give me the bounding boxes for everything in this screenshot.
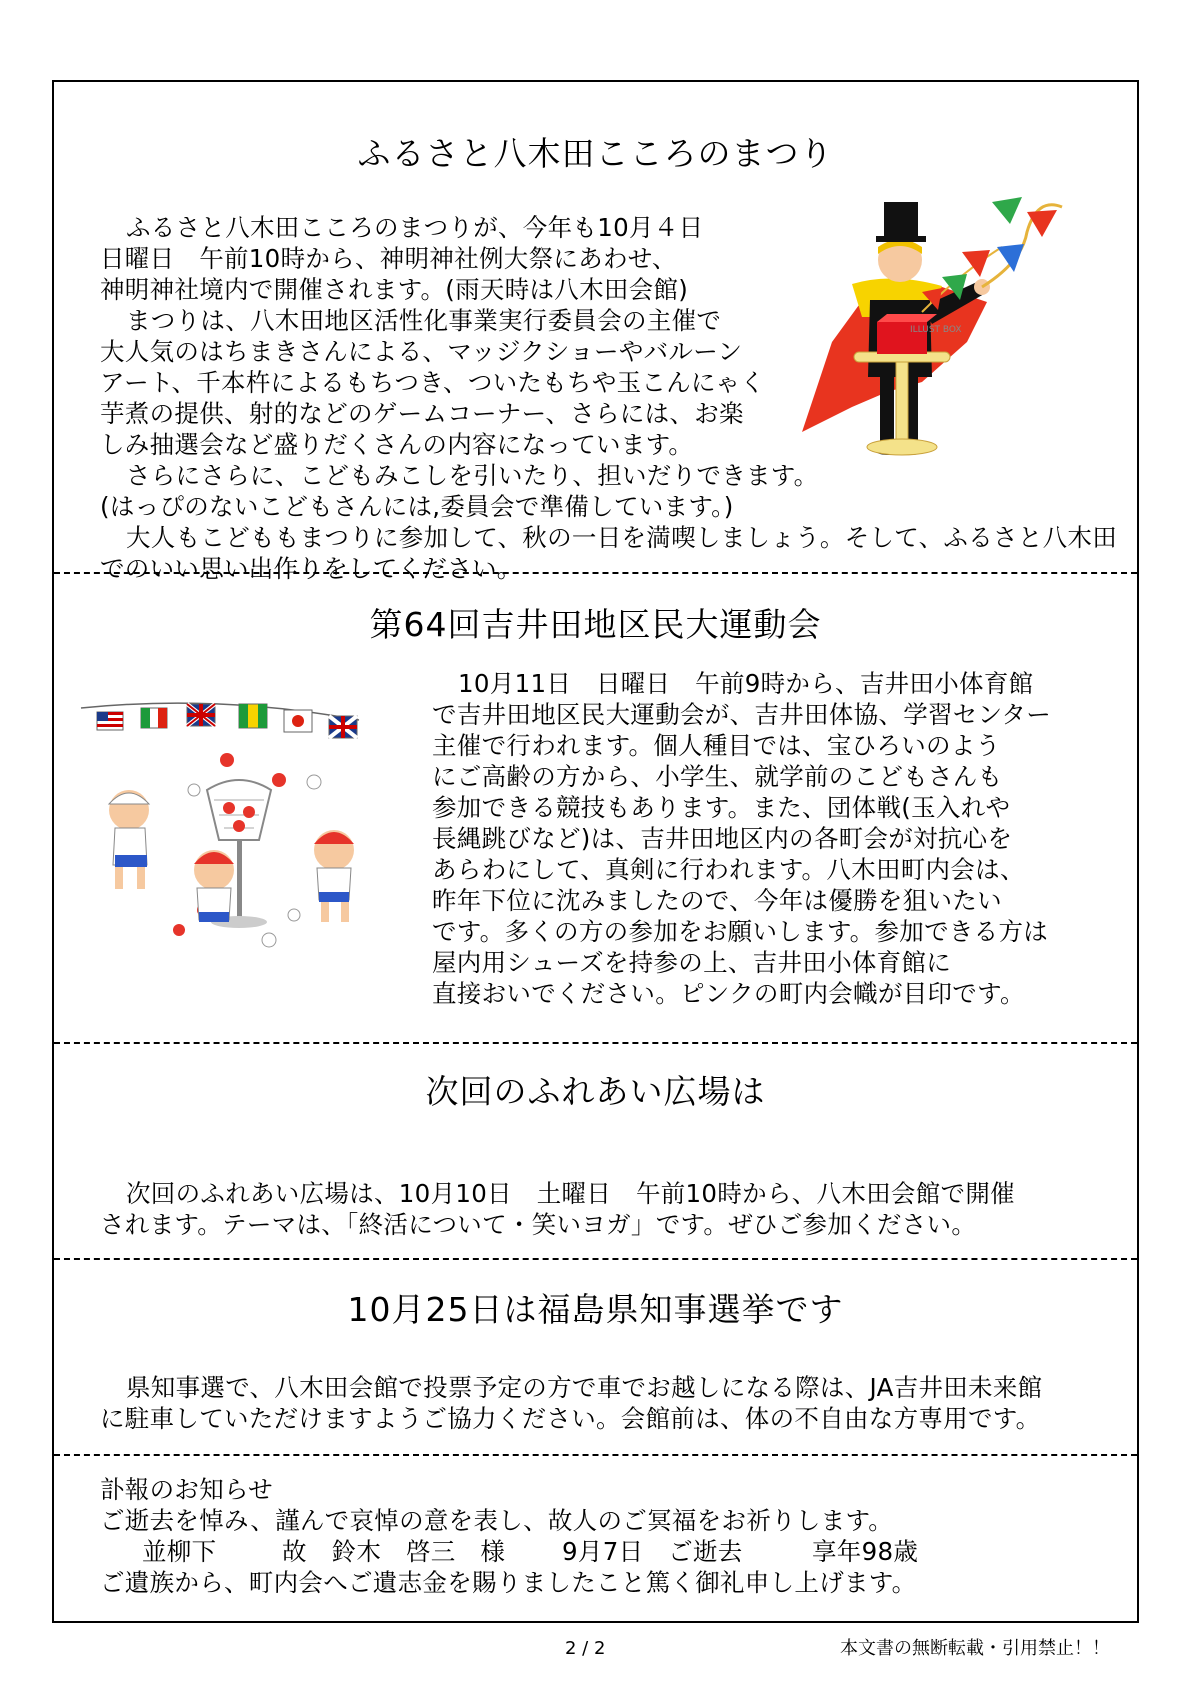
undokai-line: 直接おいでください。ピンクの町内会幟が目印です。 — [432, 979, 1025, 1008]
senkyo-line: に駐車していただけますようご協力ください。会館前は、体の不自由な方専用です。 — [100, 1404, 1041, 1433]
illust-box-watermark: ILLUST BOX — [910, 325, 962, 335]
section-divider — [54, 572, 1137, 574]
fuho-line: ご逝去を悼み、謹んで哀悼の意を表し、故人のご冥福をお祈りします。 — [100, 1506, 894, 1535]
section-divider — [54, 1454, 1137, 1456]
fuho-line: ご遺族から、町内会へご遺志金を賜りましたこと篤く御礼申し上げます。 — [100, 1568, 917, 1597]
senkyo-title: 10月25日は福島県知事選挙です — [347, 1290, 844, 1329]
sports-day-illustration — [79, 700, 379, 970]
matsuri-line: まつりは、八木田地区活性化事業実行委員会の主催で — [126, 306, 722, 335]
document-frame — [52, 80, 1139, 1623]
fuho-age: 享年98歳 — [812, 1537, 919, 1566]
undokai-line: 10月11日 日曜日 午前9時から、吉井田小体育館 — [458, 669, 1034, 698]
page-number: 2 / 2 — [565, 1638, 606, 1659]
magician-illustration — [792, 192, 1122, 477]
fureai-line: 次回のふれあい広場は、10月10日 土曜日 午前10時から、八木田会館で開催 — [126, 1179, 1015, 1208]
matsuri-title: ふるさと八木田こころのまつり — [357, 134, 834, 173]
undokai-line: 昨年下位に沈みましたので、今年は優勝を狙いたい — [432, 886, 1002, 915]
senkyo-line: 県知事選で、八木田会館で投票予定の方で車でお越しになる際は、JA吉井田未来館 — [126, 1373, 1043, 1402]
matsuri-line: 大人もこどももまつりに参加して、秋の一日を満喫しましょう。そして、ふるさと八木田 — [126, 523, 1118, 552]
matsuri-line: 芋煮の提供、射的などのゲームコーナー、さらには、お楽 — [100, 399, 744, 428]
fuho-date: 9月7日 ご逝去 — [562, 1537, 743, 1566]
fuho-name: 故 鈴木 啓三 様 — [282, 1537, 506, 1566]
matsuri-line: ふるさと八木田こころのまつりが、今年も10月４日 — [126, 213, 704, 242]
undokai-title: 第64回吉井田地区民大運動会 — [369, 605, 822, 644]
undokai-line: 長縄跳びなど)は、吉井田地区内の各町会が対抗心を — [432, 824, 1013, 853]
undokai-body — [432, 668, 1051, 1009]
fuho-entry — [100, 1536, 919, 1567]
fureai-body — [100, 1178, 1015, 1240]
undokai-line: あらわにして、真剣に行われます。八木田町内会は、 — [432, 855, 1025, 884]
matsuri-line: 神明神社境内で開催されます。(雨天時は八木田会館) — [100, 275, 689, 304]
undokai-line: です。多くの方の参加をお願いします。参加できる方は — [432, 917, 1049, 946]
matsuri-line: でのいい思い出作りをしてください。 — [100, 554, 522, 583]
undokai-line: にご高齢の方から、小学生、就学前のこどもさんも — [432, 762, 1003, 791]
fuho-heading: 訃報のお知らせ — [100, 1475, 273, 1504]
undokai-line: 参加できる競技もあります。また、団体戦(玉入れや — [432, 793, 1011, 822]
matsuri-line: アート、千本杵によるもちつき、ついたもちや玉こんにゃく — [100, 368, 765, 397]
section-divider — [54, 1258, 1137, 1260]
matsuri-line: 日曜日 午前10時から、神明神社例大祭にあわせ、 — [100, 244, 677, 273]
copyright-notice: 本文書の無断転載・引用禁止！！ — [840, 1638, 1110, 1659]
fureai-title: 次回のふれあい広場は — [425, 1072, 766, 1111]
fuho-body — [100, 1474, 919, 1598]
undokai-line: 屋内用シューズを持参の上、吉井田小体育館に — [432, 948, 952, 977]
matsuri-line: 大人気のはちまきさんによる、マッジクショーやバルーン — [100, 337, 743, 366]
matsuri-line: しみ抽選会など盛りだくさんの内容になっています。 — [100, 430, 694, 459]
matsuri-line: (はっぴのないこどもさんには,委員会で準備しています。) — [100, 492, 734, 521]
matsuri-line: さらにさらに、こどもみこしを引いたり、担いだりできます。 — [126, 461, 819, 490]
section-divider — [54, 1042, 1137, 1044]
fureai-line: されます。テーマは、「終活について・笑いヨガ」です。ぜひご参加ください。 — [100, 1210, 977, 1239]
undokai-line: で吉井田地区民大運動会が、吉井田体協、学習センター — [432, 700, 1052, 729]
senkyo-body — [100, 1372, 1042, 1434]
undokai-line: 主催で行われます。個人種目では、宝ひろいのよう — [432, 731, 1001, 760]
fuho-area: 並柳下 — [142, 1537, 217, 1566]
